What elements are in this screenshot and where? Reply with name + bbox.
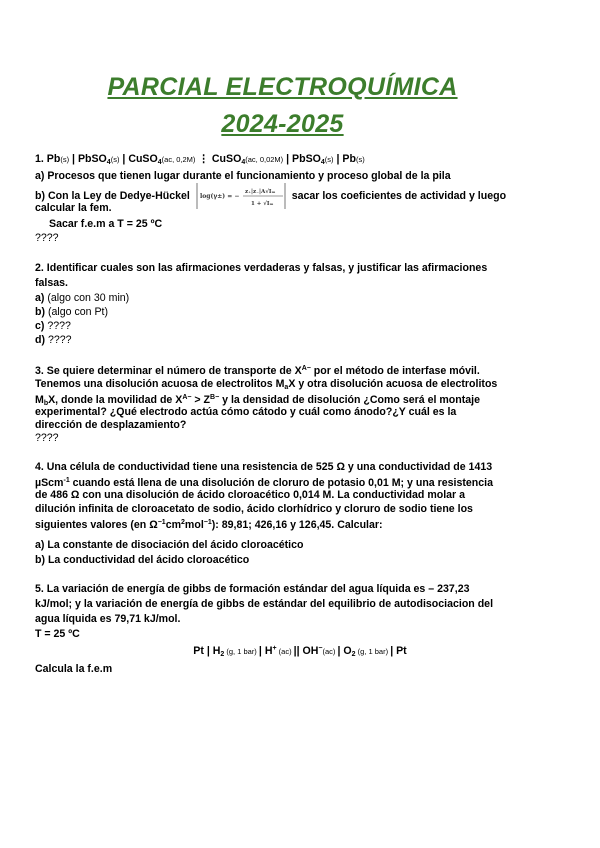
q5-cell-notation: Pt | $H_2$ (g, 1 bar) | H+ (ac) || OH−(ac) | $O_2$ (g, 1 bar) | Pt	[193, 645, 407, 658]
q2-item-c: c) ????	[35, 320, 71, 332]
debye-huckel-formula	[195, 181, 287, 211]
q2-item-b: b) (algo con Pt)	[35, 306, 109, 318]
q1-answer: ????	[35, 232, 59, 244]
q1-subtask: Sacar f.e.m a T = 25 ºC	[49, 218, 163, 230]
q3-answer: ????	[35, 432, 59, 444]
q2-item-d: d) ????	[35, 334, 72, 346]
q2-statement-1: 2. Identificar cuales son las afirmaciones verdaderas y falsas, y justificar las afirmaciones	[35, 262, 488, 274]
q1-part-a: a) Procesos que tienen lugar durante el funcionamiento y proceso global de la pila	[35, 170, 451, 182]
q5-line-1: 5. La variación de energía de gibbs de formación estándar del agua líquida es – 237,23	[35, 583, 470, 595]
q3-line-1: 3. Se quiere determinar el número de transporte de $X^{A-}$ por el método de interfase móvil.	[35, 365, 480, 377]
q5-temperature: T = 25 ºC	[35, 628, 80, 640]
q4-line-1: 4. Una célula de conductividad tiene una resistencia de 525 Ω y una conductividad de 1413	[35, 461, 493, 473]
document-year: 2024-2025	[221, 110, 344, 138]
q2-item-a: a) (algo con 30 min)	[35, 292, 130, 304]
q4-line-4: dilución infinita de cloroacetato de sodio, ácido clorhídrico y cloruro de sodio tiene los	[35, 503, 473, 515]
q4-part-b: b) La conductividad del ácido cloroacético	[35, 554, 250, 566]
formula-lhs: log(γ±) = −	[199, 193, 240, 200]
q5-calculate: Calcula la f.e.m	[35, 663, 113, 675]
q3-line-3: $M_bX$, donde la movilidad de $X^{A-} > Z^{B-}$ y la densidad de disolución ¿Como será el montaje	[35, 394, 480, 407]
q4-line-5: siguientes valores (en $\Omega^{-1}cm^2mol^{-1}$): 89,81; 426,16 y 126,45. Calcular:	[35, 519, 383, 531]
formula-denominator: 1 + √Iₘ	[250, 201, 274, 207]
q4-line-3: de 486 Ω con una disolución de ácido cloroacético 0,014 M. La conductividad molar a	[35, 489, 466, 501]
q2-statement-2: falsas.	[35, 277, 68, 289]
q1-part-b: b) Con la Ley de Dedye-Hückel log(γ±) = − z₊|z₋|A√Iₘ 1 + √Iₘ sacar los coeficientes de actividad y luego	[35, 181, 506, 211]
q1-cell-notation: 1. Pb(s) | PbSO$_4$(s) | CuSO$_4$(ac, 0,2M) ⋮ CuSO$_4$(ac, 0,02M) | PbSO$_4$(s) | Pb(s)	[35, 153, 365, 166]
q4-line-2: µScm$^{-1}$ cuando está llena de una disolución de cloruro de potasio 0,01 M; y una resistencia	[35, 477, 493, 489]
formula-numerator: z₊|z₋|A√Iₘ	[244, 189, 276, 195]
q1-part-b-cont: calcular la fem.	[35, 202, 112, 214]
q4-part-a: a) La constante de disociación del ácido cloroacético	[35, 539, 304, 551]
q5-line-2: kJ/mol; y la variación de energía de gibbs de estándar del equilibrio de autodisociacion del	[35, 598, 494, 610]
q3-line-2: Tenemos una disolución acuosa de electrolitos $M_aX$ y otra disolución acuosa de electrolitos	[35, 378, 498, 391]
document-title: PARCIAL ELECTROQUÍMICA	[107, 73, 458, 101]
q3-line-4: experimental? ¿Qué electrodo actúa cómo cátodo y cuál como ánodo?¿Y cuál es la	[35, 406, 457, 418]
q3-line-5: dirección de desplazamiento?	[35, 419, 187, 431]
q5-line-3: agua líquida es 79,71 kJ/mol.	[35, 613, 181, 625]
